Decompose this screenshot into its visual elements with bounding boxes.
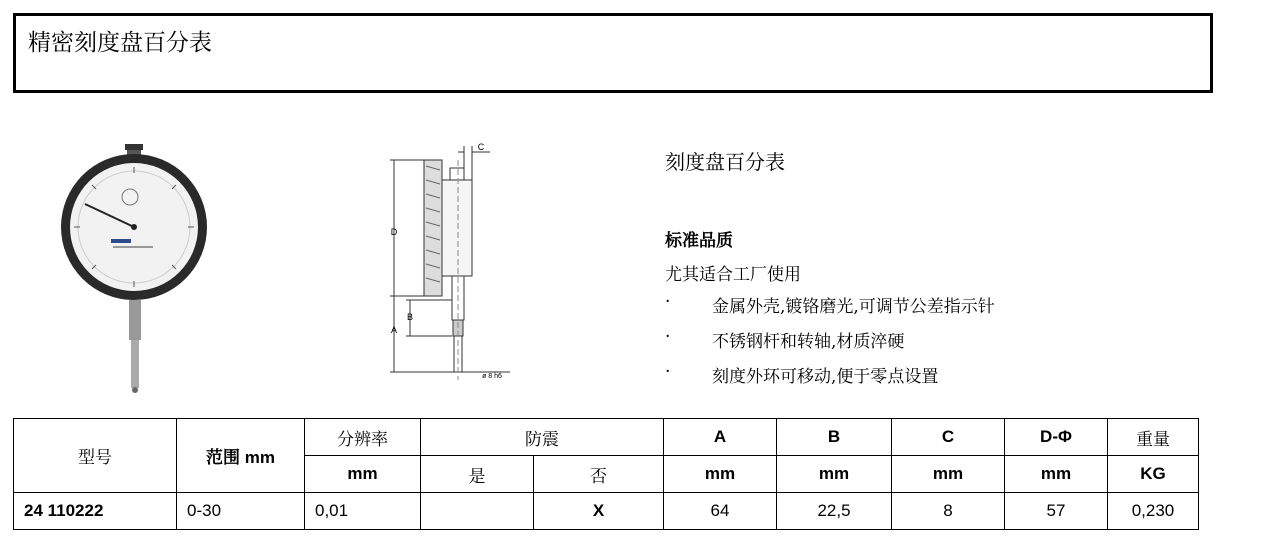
stem-diameter-label: ø 8 h6: [482, 373, 502, 380]
header-b-unit: mm: [777, 456, 892, 493]
header-c: C: [892, 419, 1005, 456]
usage-text: 尤其适合工厂使用: [665, 265, 801, 285]
header-yes: 是: [421, 456, 534, 493]
header-d: D-Φ: [1005, 419, 1108, 456]
dial-gauge-photo: [55, 142, 225, 397]
dimension-a-label: A: [390, 325, 398, 335]
header-a-unit: mm: [664, 456, 777, 493]
cell-c: 8: [892, 493, 1005, 530]
header-a: A: [664, 419, 777, 456]
spec-table: [13, 418, 1199, 530]
header-resolution-unit: mm: [305, 456, 421, 493]
cell-b: 22,5: [777, 493, 892, 530]
bullet: ·: [665, 327, 671, 347]
feature-list: [665, 292, 995, 397]
dimension-b-label: B: [406, 312, 414, 322]
cell-a: 64: [664, 493, 777, 530]
title-box: [13, 13, 1213, 93]
dimension-c-label: C: [477, 142, 485, 152]
header-shockproof: 防震: [421, 419, 664, 456]
cell-yes: [421, 493, 534, 530]
dimension-d-label: D: [390, 227, 398, 237]
cell-resolution: 0,01: [305, 493, 421, 530]
quality-heading: 标准品质: [665, 231, 733, 251]
header-weight: 重量: [1108, 419, 1199, 456]
list-item: · 刻度外环可移动,便于零点设置: [665, 362, 939, 387]
cell-range: 0-30: [177, 493, 305, 530]
header-d-unit: mm: [1005, 456, 1108, 493]
header-c-unit: mm: [892, 456, 1005, 493]
header-b: B: [777, 419, 892, 456]
bullet: ·: [665, 362, 671, 382]
bullet: ·: [665, 292, 671, 312]
cell-model: 24 110222: [14, 493, 177, 530]
header-resolution: 分辨率: [305, 419, 421, 456]
header-weight-unit: KG: [1108, 456, 1199, 493]
table-row: [14, 493, 1199, 530]
list-item: · 金属外壳,镀铬磨光,可调节公差指示针: [665, 292, 995, 317]
product-name: 刻度盘百分表: [665, 150, 785, 174]
header-no: 否: [534, 456, 664, 493]
list-item: · 不锈钢杆和转轴,材质淬硬: [665, 327, 905, 352]
page-title: 精密刻度盘百分表: [28, 30, 212, 56]
cell-d: 57: [1005, 493, 1108, 530]
technical-drawing: [380, 140, 530, 390]
cell-weight: 0,230: [1108, 493, 1199, 530]
cell-no: X: [534, 493, 664, 530]
header-range: 范围 mm: [177, 419, 305, 493]
header-model: 型号: [14, 419, 177, 493]
